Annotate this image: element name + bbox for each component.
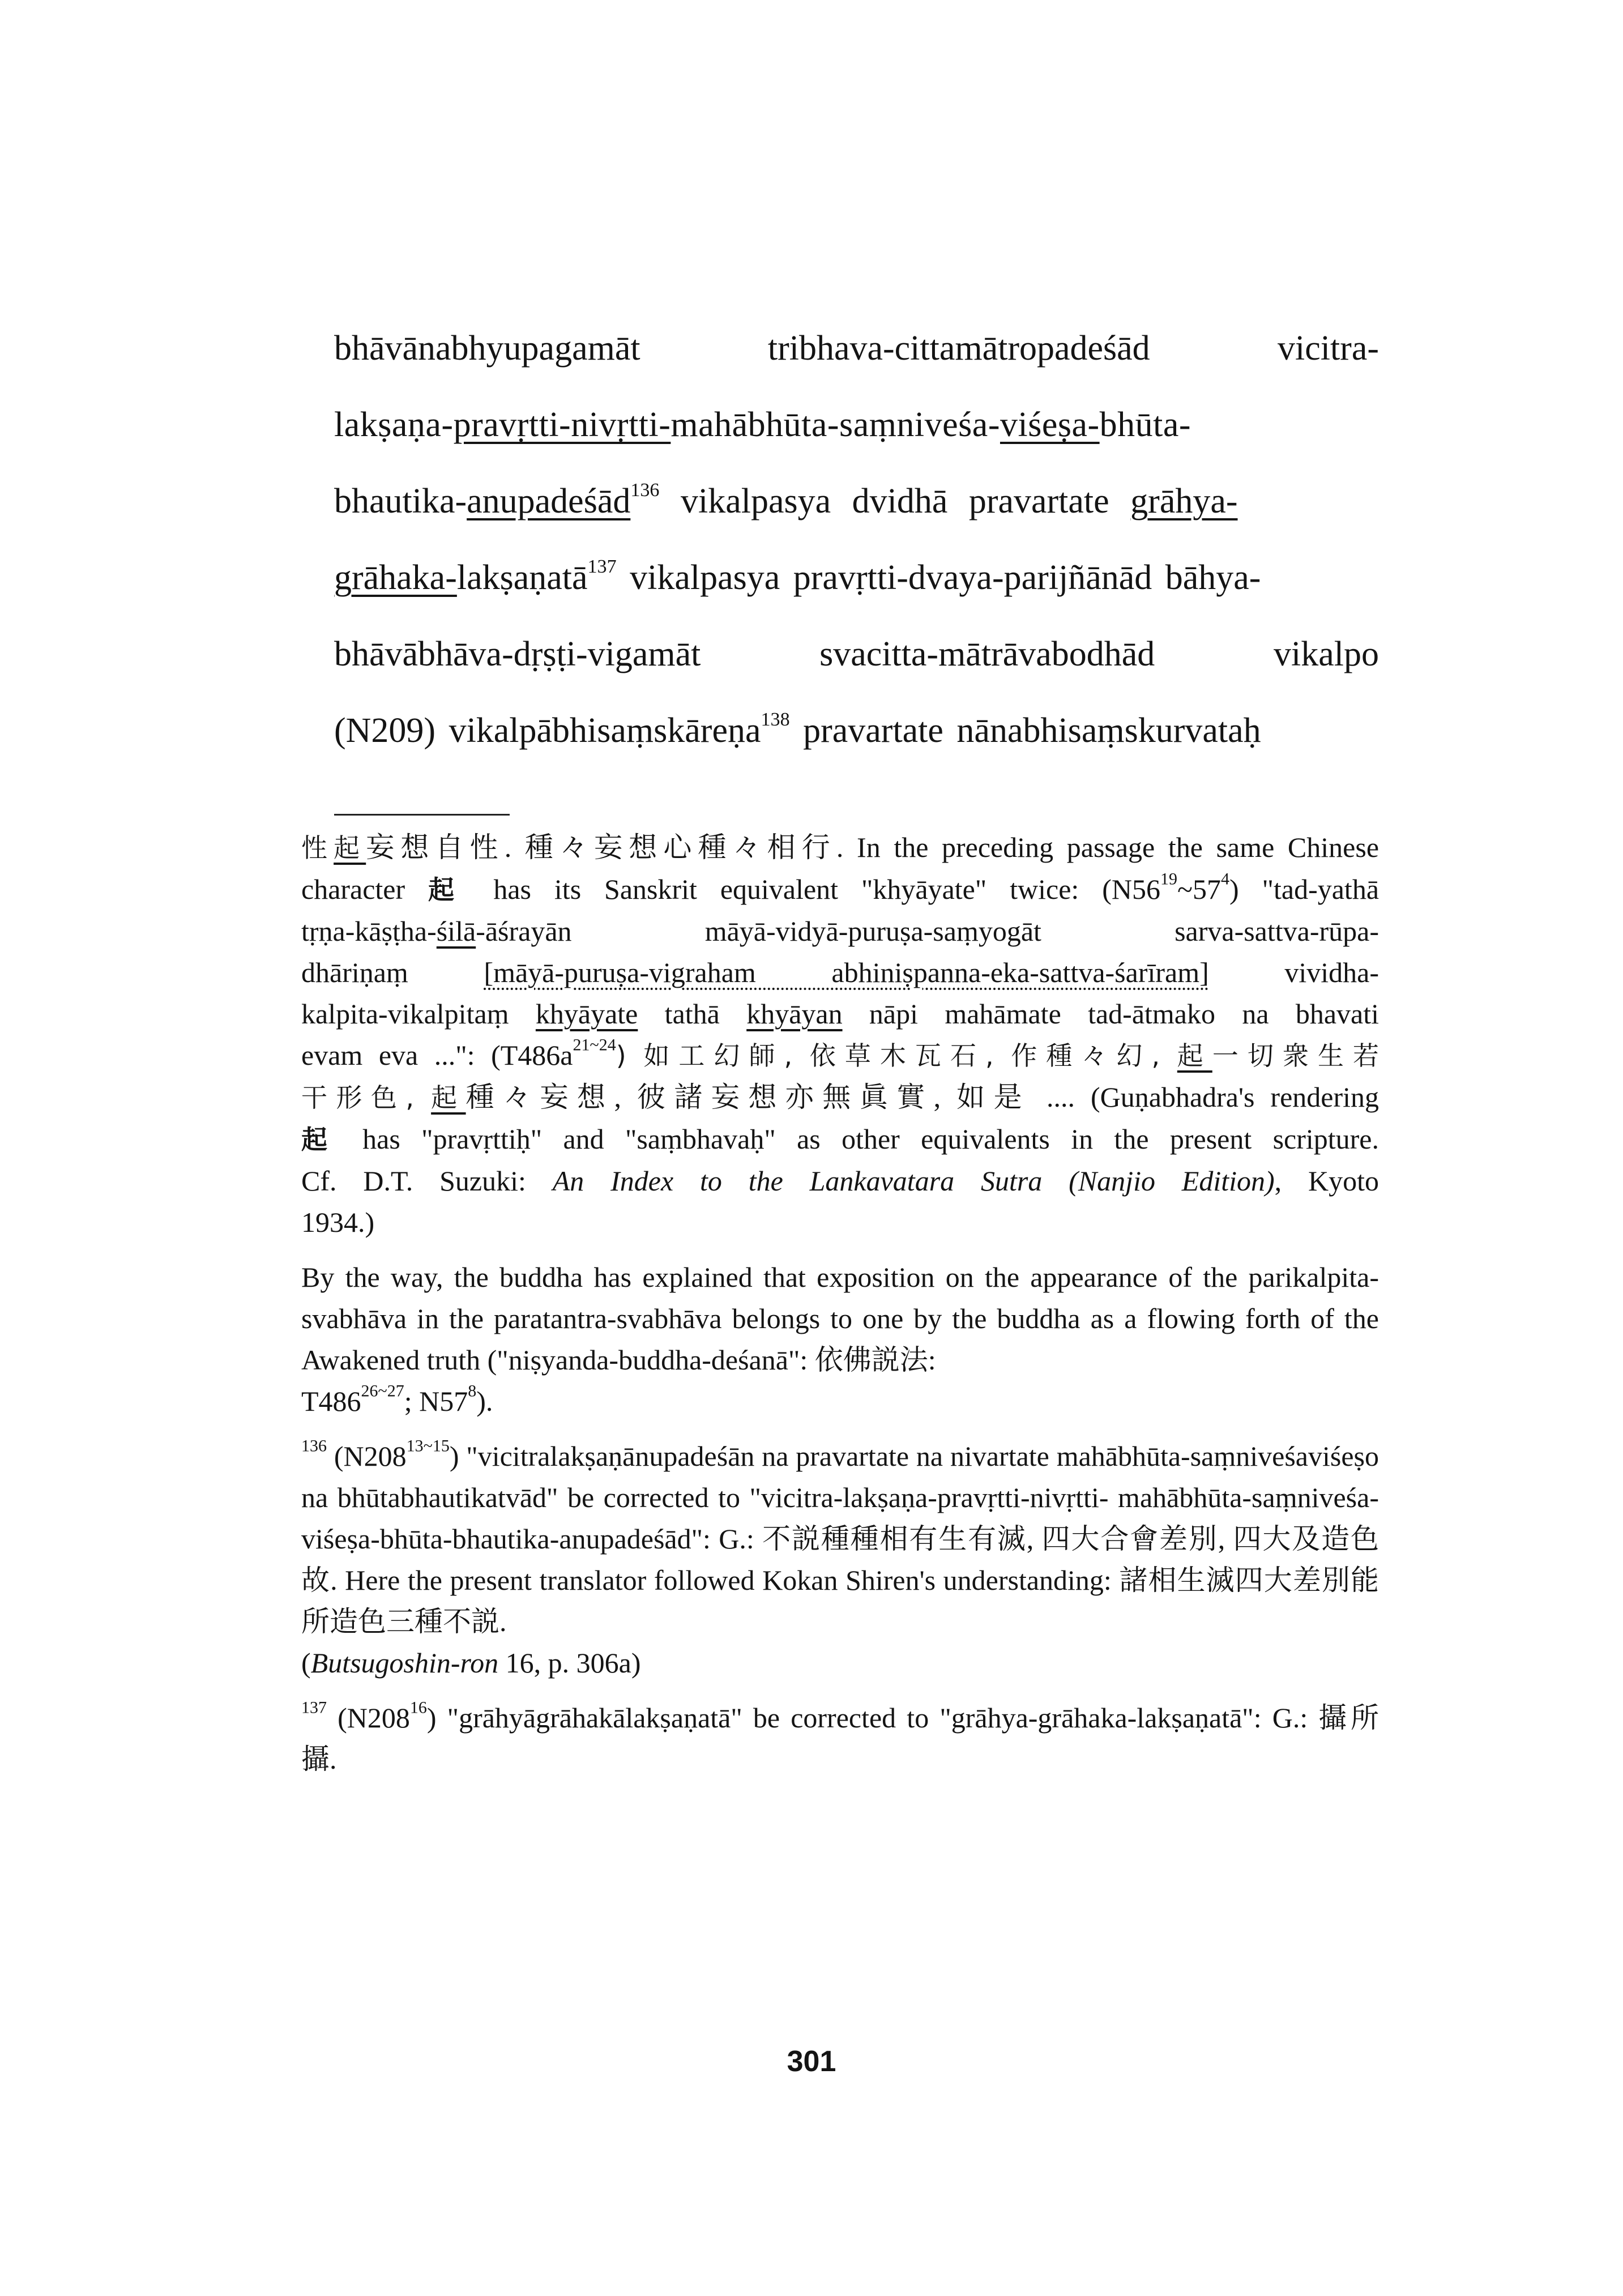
text-segment: vikalpasya dvidhā pravartate	[659, 482, 1131, 520]
fn-line	[301, 869, 1379, 911]
text-segment: By the way, the buddha has explained that exposition on the appearance of the parikalpita-svabhāva in the paratantra-svabhāva belongs to one by the buddha as a flowing forth of the Awakened truth ("niṣyanda-buddha-deśanā": 依佛説法:	[301, 1261, 1379, 1376]
text-segment: kalpita-vikalpitaṃ	[301, 998, 536, 1030]
text-segment: 16, p. 306a)	[498, 1647, 641, 1679]
book-title: An Index to the Lankavatara Sutra (Nanjio Edition)	[552, 1165, 1275, 1197]
main-text	[334, 310, 1379, 769]
cjk-text: 起	[428, 874, 471, 905]
text-segment: nāpi mahāmate tad-ātmako na bhavati	[842, 998, 1379, 1030]
text-segment: Cf. D.T. Suzuki:	[301, 1165, 553, 1197]
fn-line	[301, 827, 1379, 869]
fn-line	[301, 1119, 1379, 1160]
cjk-text: 起	[301, 1124, 341, 1155]
page-number: 301	[787, 2045, 836, 2078]
text-segment: ) "tad-yathā	[1229, 873, 1379, 905]
footnote-135-continued	[301, 827, 1379, 1243]
text-segment: tṛṇa-kāṣṭha-	[301, 915, 437, 947]
underlined-term: 起	[334, 833, 366, 863]
footnotes	[301, 827, 1379, 1794]
dotted-underlined-term: [māyā-puruṣa-vigraham abhiniṣpanna-eka-sattva-śarīram]	[484, 957, 1209, 988]
cjk-text: ) 如工幻師, 依草木瓦石, 作種々幻,	[616, 1040, 1177, 1071]
text-segment: 妄想自性. 種々妄想心種々相行. In the preceding passage the same Chinese	[366, 831, 1379, 863]
main-line-3	[334, 463, 1379, 540]
underlined-term: 起	[1177, 1040, 1212, 1071]
underlined-term: grāhya-	[1130, 482, 1238, 520]
footnote-136	[301, 1436, 1379, 1684]
footnote-separator	[334, 814, 510, 816]
fn-line: 1934.)	[301, 1206, 375, 1238]
main-line-6	[334, 693, 1379, 769]
superscript: 19	[1160, 869, 1177, 889]
text-segment: ; N57	[404, 1385, 468, 1417]
superscript: 21~24	[573, 1035, 616, 1055]
superscript: 26~27	[361, 1381, 404, 1401]
main-line-5: bhāvābhāva-dṛṣṭi-vigamāt svacitta-mātrāvabodhād vikalpo	[334, 635, 1379, 673]
underlined-term: 起	[431, 1082, 466, 1113]
text-segment: lakṣaṇatā	[456, 558, 588, 597]
text-segment: 種々妄想, 彼諸妄想亦無眞實, 如是 .... (Guṇabhadra's rendering	[465, 1081, 1379, 1113]
underlined-term: grāhaka-	[334, 558, 457, 597]
text-segment: tathā	[638, 998, 747, 1030]
footnote-ref-136: 136	[630, 480, 660, 501]
cjk-text: 性	[301, 833, 334, 863]
fn-line	[301, 952, 1379, 993]
text-segment: (	[301, 1647, 311, 1679]
underlined-term: anupadeśād	[467, 482, 631, 520]
text-segment: pravartate nānabhisaṃskurvataḥ	[789, 711, 1261, 750]
text-segment: bhautika-	[334, 482, 467, 520]
fn-line	[301, 911, 1379, 952]
main-line-2	[334, 387, 1379, 463]
cjk-text: 干形色,	[301, 1082, 432, 1113]
footnote-ref-137: 137	[587, 556, 617, 578]
footnote-number: 137	[301, 1698, 327, 1717]
text-segment: evam eva ...": (T486a	[301, 1039, 573, 1071]
footnote-ref-138: 138	[761, 709, 790, 731]
text-segment: T486	[301, 1385, 361, 1417]
superscript: 4	[1221, 869, 1230, 889]
text-segment: ).	[476, 1385, 493, 1417]
underlined-term: khyāyan	[746, 998, 843, 1030]
text-segment: lakṣaṇa-	[334, 406, 454, 444]
underlined-term: viśeṣa-	[1000, 406, 1100, 444]
underlined-term: śilā	[436, 915, 476, 947]
book-title: Butsugoshin-ron	[310, 1647, 499, 1679]
text-segment: has "pravṛttiḥ" and "saṃbhavaḥ" as other equivalents in the present scripture.	[341, 1123, 1379, 1155]
underlined-term: khyāyate	[535, 998, 638, 1030]
text-segment: (N209) vikalpābhisaṃskāreṇa	[334, 711, 761, 750]
text-segment: mahābhūta-saṃniveśa-	[670, 406, 1000, 444]
text-segment: bhūta-	[1099, 406, 1191, 444]
text-segment: ~57	[1177, 873, 1221, 905]
text-segment: ) "vicitralakṣaṇānupadeśān na pravartate na nivartate mahābhūta-saṃniveśaviśeṣo na bhūtabhautikatvād" be corrected to "vicitra-lakṣaṇa-pravṛtti-nivṛtti- mahābhūta-saṃniveśa-viśeṣa-bhūta-bhautika-anupadeśād": G.: 不説種種相有生有滅, 四大合會差別, 四大及造色故. Here the present translator followed Kokan Shiren's understanding: 諸相生滅四大差別能所造色三種不説.	[301, 1440, 1379, 1637]
footnote-number: 136	[301, 1436, 327, 1456]
fn-line	[301, 1035, 1379, 1077]
fn-line	[301, 1077, 1379, 1119]
footnote-paragraph-2	[301, 1257, 1379, 1422]
text-segment: vikalpasya pravṛtti-dvaya-parijñānād bāhya-	[616, 558, 1261, 597]
underlined-term: pravṛtti-nivṛtti-	[453, 406, 671, 444]
footnote-137	[301, 1697, 1379, 1780]
text-segment: (N208	[327, 1440, 407, 1472]
cjk-text: 一切衆生若	[1212, 1040, 1379, 1071]
text-segment: character	[301, 873, 429, 905]
text-segment: vividha-	[1208, 957, 1379, 988]
text-segment: (N208	[327, 1702, 410, 1734]
superscript: 16	[409, 1698, 427, 1717]
superscript: 8	[468, 1381, 477, 1401]
text-segment: , Kyoto	[1274, 1165, 1379, 1197]
text-segment: dhāriṇaṃ	[301, 957, 484, 988]
text-segment: has its Sanskrit equivalent "khyāyate" twice: (N56	[470, 873, 1160, 905]
text-segment: -āśrayān māyā-vidyā-puruṣa-saṃyogāt sarva-sattva-rūpa-	[476, 915, 1379, 947]
fn-line	[301, 993, 1379, 1035]
fn-line	[301, 1160, 1379, 1202]
main-line-4	[334, 540, 1379, 616]
superscript: 13~15	[406, 1436, 450, 1456]
text-segment: ) "grāhyāgrāhakālakṣaṇatā" be corrected to "grāhya-grāhaka-lakṣaṇatā": G.: 攝所攝.	[301, 1702, 1379, 1775]
main-line-1: bhāvānabhyupagamāt tribhava-cittamātropadeśād vicitra-	[334, 329, 1379, 368]
